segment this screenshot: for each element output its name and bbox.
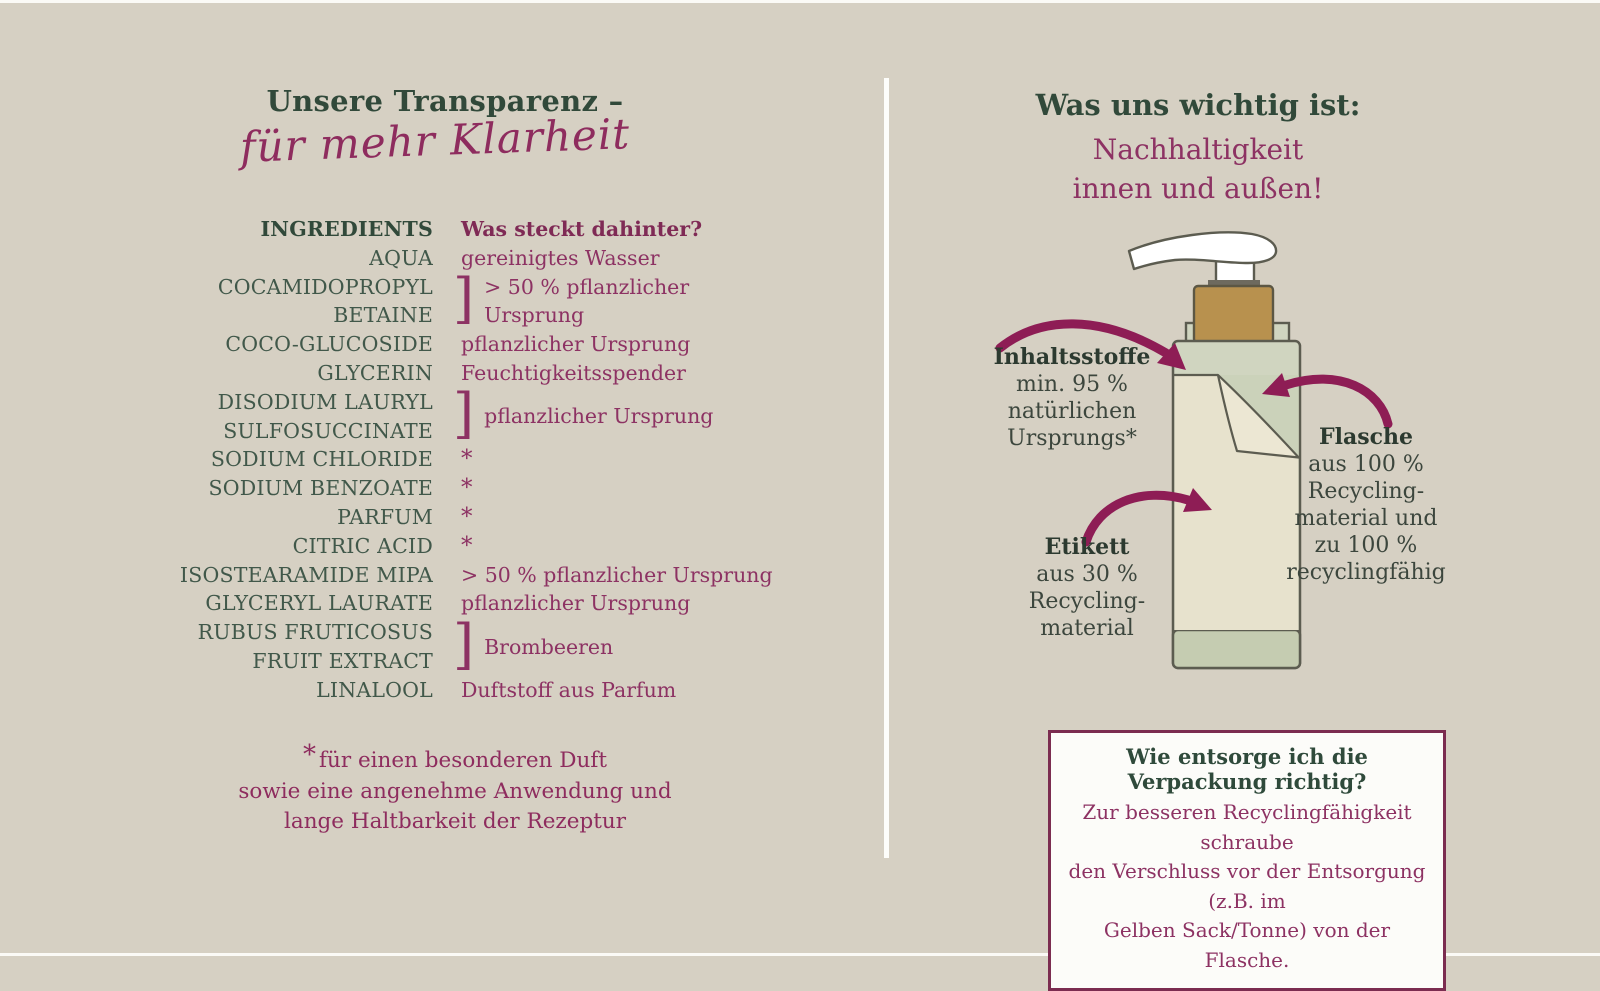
ingredient-name: ISOSTEARAMIDE MIPA [179,562,433,587]
inhaltsstoffe-label [987,344,1157,452]
disposal-box-line: Zur besseren Recyclingfähigkeit schraube [1082,800,1412,854]
flasche-arrow [1286,379,1388,424]
pump-spout [1129,232,1276,269]
table-header-row [150,215,773,244]
ingredient-name: RUBUS FRUTICOSUS [197,620,433,645]
explanation-column-header: Was steckt dahinter? [461,217,703,241]
table-row [150,676,773,705]
table-row-group [150,382,773,446]
ingredient-name: SODIUM CHLORIDE [210,447,433,472]
etikett-label-line: material [1040,616,1134,641]
ingredient-name: SULFOSUCCINATE [223,418,433,443]
table-row [150,561,773,590]
ingredient-name: DISODIUM LAURYL [217,389,433,414]
footnote-asterisk: * [461,503,473,530]
ingredient-explanation-group [453,612,614,676]
etikett-label [1002,534,1172,642]
inhaltsstoffe-label-line: natürlichen [1007,399,1137,424]
disposal-box-title: Wie entsorge ich die Verpackung richtig? [1126,744,1368,794]
flasche-label [1281,424,1451,586]
ingredient-explanation: Duftstoff aus Parfum [461,677,677,702]
flasche-label-line: aus 100 % [1308,452,1424,477]
ingredient-name: LINALOOL [316,677,433,702]
table-row [150,532,773,561]
ingredient-explanation: > 50 % pflanzlicher Ursprung [461,562,773,587]
table-row-group [150,612,773,676]
bracket-glyph: ] [453,382,475,446]
footnote-asterisk: * [461,475,473,502]
ingredient-name: SODIUM BENZOATE [208,476,433,501]
etikett-label-line: aus 30 % [1036,562,1138,587]
top-edge-strip [0,0,1600,3]
ingredient-explanation-group [453,382,714,446]
table-row [150,474,773,503]
subtitle-line: Nachhaltigkeit [1092,133,1304,166]
inhaltsstoffe-label-line: Ursprungs* [1007,426,1137,451]
etikett-label-title: Etikett [1044,534,1130,560]
etikett-label-line: Recycling- [1028,589,1146,614]
ingredient-name: GLYCERYL LAURATE [205,591,433,616]
ingredients-table [150,215,773,705]
flasche-label-line: recyclingfähig [1286,560,1446,585]
vertical-divider [884,78,889,858]
inhaltsstoffe-label-title: Inhaltsstoffe [993,344,1151,370]
ingredient-name-group [150,618,433,676]
ingredient-explanation: gereinigtes Wasser [461,245,660,270]
bracket-glyph: ] [453,612,475,676]
sustainability-title: Was uns wichtig ist: [1035,88,1361,122]
ingredient-name-group [150,388,433,446]
table-row [150,445,773,474]
subtitle-line: innen und außen! [1072,172,1324,205]
ingredient-name: PARFUM [337,504,433,529]
footnote-line: sowie eine angenehme Anwendung und [238,778,672,804]
ingredient-name: GLYCERIN [317,360,433,385]
disposal-box-line: den Verschluss vor der Entsorgung (z.B. im [1068,859,1426,913]
bottle-cap [1194,286,1273,343]
ingredient-name: FRUIT EXTRACT [252,648,433,673]
ingredient-name-group [150,273,433,331]
ingredient-explanation-group [453,267,690,331]
footnote-asterisk: * [461,532,473,559]
disposal-info-box [1048,730,1446,991]
explanation-lines: Brombeeren [484,634,614,659]
footnote-line: für einen besonderen Duft [319,748,607,773]
flasche-label-line: zu 100 % [1314,533,1418,558]
explanation-lines: pflanzlicher Ursprung [484,404,714,429]
transparency-subtitle-script: für mehr Klarheit [239,109,631,172]
ingredient-explanation: Feuchtigkeitsspender [461,360,686,385]
table-row [150,503,773,532]
sustainability-subtitle [998,130,1398,208]
bracket-glyph: ] [453,267,475,331]
footnote-asterisk: * [303,740,317,770]
table-row [150,330,773,359]
flasche-label-title: Flasche [1318,424,1413,450]
ingredient-explanation: pflanzlicher Ursprung [461,591,691,616]
flasche-label-line: material und [1294,506,1438,531]
bottle-bottom-strip [1173,630,1300,668]
ingredient-name: BETAINE [333,303,433,328]
ingredient-name: COCAMIDOPROPYL [217,274,433,299]
ingredient-name: AQUA [369,245,433,270]
transparency-title: Unsere Transparenz – [266,84,624,118]
ingredients-column-header: INGREDIENTS [260,217,433,241]
footnote-line: lange Haltbarkeit der Rezeptur [284,809,626,834]
ingredient-explanation: pflanzlicher Ursprung [461,332,691,357]
ingredient-name: CITRIC ACID [292,533,433,558]
footnote-asterisk: * [461,446,473,473]
table-row-group [150,267,773,331]
footnote [230,740,680,838]
disposal-box-line: Gelben Sack/Tonne) von der Flasche. [1103,918,1391,972]
flasche-label-line: Recycling- [1307,479,1425,504]
ingredient-name: COCO-GLUCOSIDE [225,332,433,357]
inhaltsstoffe-label-line: min. 95 % [1016,372,1128,397]
explanation-lines: > 50 % pflanzlicher Ursprung [484,274,690,328]
